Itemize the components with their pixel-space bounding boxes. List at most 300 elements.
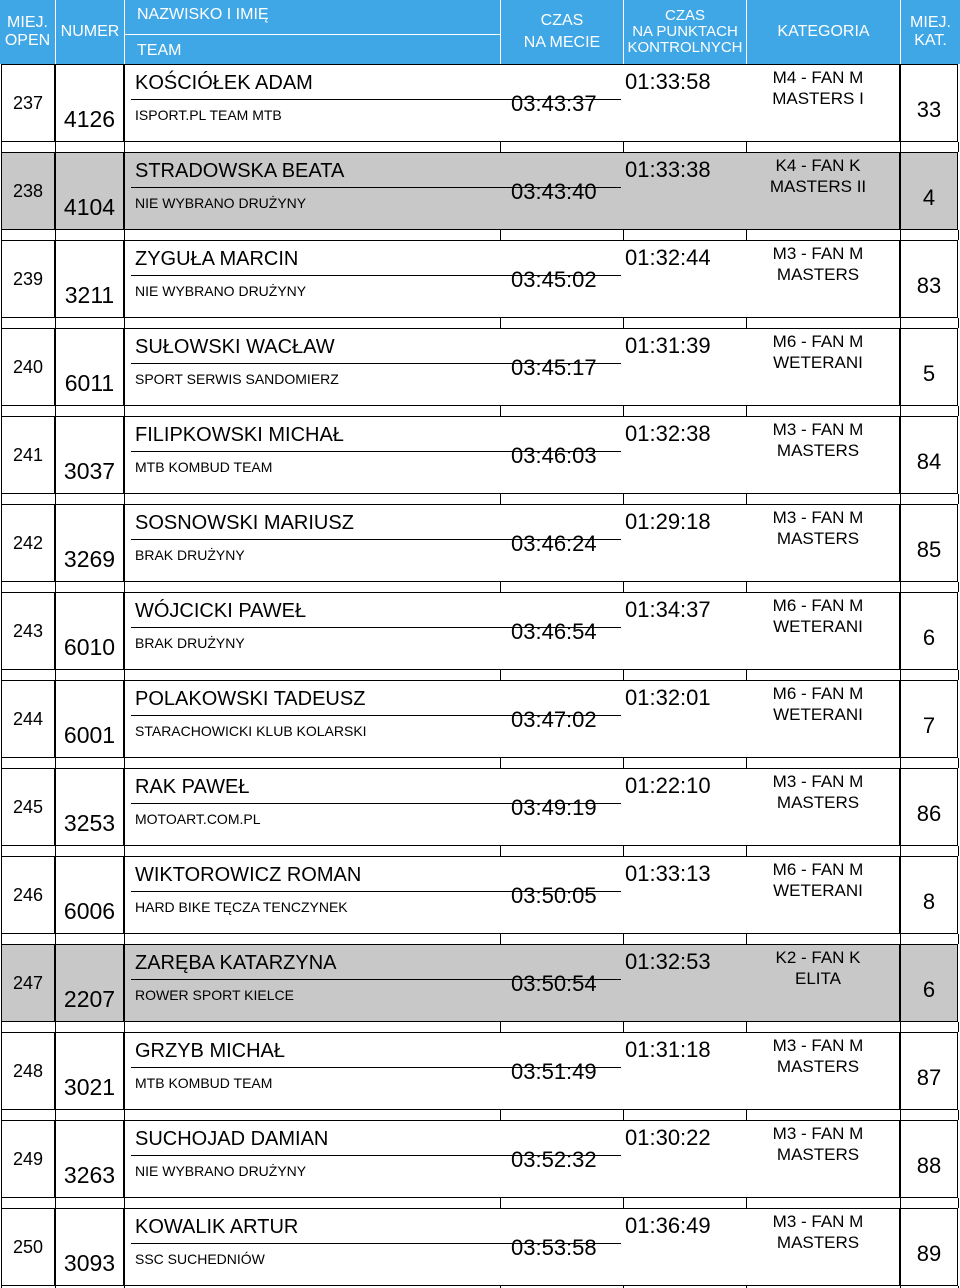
rider-team: SPORT SERWIS SANDOMIERZ <box>135 371 339 387</box>
category-place <box>900 152 958 230</box>
separator-tick <box>746 494 747 504</box>
separator-tick <box>124 230 125 240</box>
finish-time: 03:47:02 <box>511 707 597 732</box>
category-name: MASTERS <box>776 1057 860 1076</box>
separator-tick <box>623 406 624 416</box>
finish-time: 03:45:02 <box>511 267 597 292</box>
separator-tick <box>958 934 959 944</box>
separator-tick <box>746 318 747 328</box>
category-place-value: 33 <box>916 97 942 122</box>
bib-number-value: 4104 <box>63 194 116 220</box>
open-place-value: 246 <box>12 884 44 905</box>
separator-tick <box>958 1198 959 1208</box>
bib-number-value: 4126 <box>63 106 116 132</box>
separator-tick <box>958 1022 959 1032</box>
row-separator-ticks <box>0 230 960 240</box>
header-team-label: TEAM <box>137 42 182 59</box>
header-open-place <box>0 0 55 64</box>
separator-tick <box>900 1110 901 1120</box>
rider-name: STRADOWSKA BEATA <box>135 160 345 182</box>
category-code: K4 - FAN K <box>775 156 861 175</box>
open-place-value: 242 <box>12 532 44 553</box>
open-place <box>1 592 55 670</box>
header-checkpoint-time <box>624 0 746 64</box>
rider-name: GRZYB MICHAŁ <box>135 1040 286 1062</box>
checkpoint-time: 01:22:10 <box>625 773 711 798</box>
rider-name: ZYGUŁA MARCIN <box>135 248 299 270</box>
separator-tick <box>500 1022 501 1032</box>
checkpoint-time: 01:31:39 <box>625 333 711 358</box>
separator-tick <box>958 406 959 416</box>
separator-tick <box>1 1022 2 1032</box>
separator-tick <box>55 670 56 680</box>
separator-tick <box>1 846 2 856</box>
row-separator-ticks <box>0 670 960 680</box>
checkpoint-time: 01:32:44 <box>625 245 711 270</box>
separator-tick <box>500 142 501 152</box>
separator-tick <box>623 846 624 856</box>
open-place-value: 240 <box>12 356 44 377</box>
separator-tick <box>900 846 901 856</box>
separator-tick <box>746 1022 747 1032</box>
header-kat-line2: KAT. <box>914 32 947 49</box>
row-separator-ticks <box>0 1198 960 1208</box>
table-row <box>0 240 960 328</box>
category-name: MASTERS <box>776 1145 860 1164</box>
rider-info <box>124 592 900 670</box>
separator-tick <box>500 582 501 592</box>
category-place-value: 8 <box>922 889 936 914</box>
bib-number-value: 3021 <box>63 1074 116 1100</box>
header-divider <box>125 34 500 35</box>
separator-tick <box>900 1198 901 1208</box>
separator-tick <box>500 846 501 856</box>
open-place-value: 243 <box>12 620 44 641</box>
bib-number <box>55 768 124 846</box>
category-place-value: 86 <box>916 801 942 826</box>
bib-number <box>55 1120 124 1198</box>
category-name: MASTERS <box>776 441 860 460</box>
rider-info <box>124 504 900 582</box>
row-separator-ticks <box>0 318 960 328</box>
category-place <box>900 944 958 1022</box>
rider-team: HARD BIKE TĘCZA TENCZYNEK <box>135 899 348 915</box>
table-row <box>0 504 960 592</box>
category-place-value: 84 <box>916 449 942 474</box>
header-finish-line1: CZAS <box>540 12 584 29</box>
table-row <box>0 856 960 944</box>
separator-tick <box>500 1110 501 1120</box>
category-place <box>900 856 958 934</box>
open-place-value: 248 <box>12 1060 44 1081</box>
finish-time: 03:51:49 <box>511 1059 597 1084</box>
category-code: M3 - FAN M <box>772 420 864 439</box>
separator-tick <box>623 230 624 240</box>
separator-tick <box>124 1198 125 1208</box>
bib-number <box>55 944 124 1022</box>
row-separator-ticks <box>0 1110 960 1120</box>
table-row <box>0 152 960 240</box>
category-place-value: 6 <box>922 977 936 1002</box>
category-place-value: 6 <box>922 625 936 650</box>
rider-name: WIKTOROWICZ ROMAN <box>135 864 362 886</box>
header-checkpoint-line1: CZAS <box>664 7 705 24</box>
separator-tick <box>900 494 901 504</box>
open-place <box>1 240 55 318</box>
table-row <box>0 1208 960 1288</box>
bib-number-value: 3263 <box>63 1162 116 1188</box>
separator-tick <box>1 406 2 416</box>
bib-number-value: 3093 <box>63 1250 116 1276</box>
separator-tick <box>500 406 501 416</box>
separator-tick <box>55 1198 56 1208</box>
separator-tick <box>623 582 624 592</box>
separator-tick <box>55 494 56 504</box>
separator-tick <box>1 1110 2 1120</box>
separator-tick <box>958 318 959 328</box>
separator-tick <box>958 1110 959 1120</box>
open-place-value: 237 <box>12 92 44 113</box>
bib-number-value: 6006 <box>63 898 116 924</box>
category-place-value: 7 <box>922 713 936 738</box>
separator-tick <box>124 494 125 504</box>
rider-team: BRAK DRUŻYNY <box>135 547 245 563</box>
rider-name: KOWALIK ARTUR <box>135 1216 299 1238</box>
open-place-value: 249 <box>12 1148 44 1169</box>
separator-tick <box>746 230 747 240</box>
separator-tick <box>746 934 747 944</box>
rider-team: NIE WYBRANO DRUŻYNY <box>135 195 307 211</box>
bib-number <box>55 504 124 582</box>
header-open-line2: OPEN <box>4 32 51 49</box>
separator-tick <box>55 142 56 152</box>
bib-number <box>55 240 124 318</box>
rider-name: FILIPKOWSKI MICHAŁ <box>135 424 344 446</box>
category-place <box>900 680 958 758</box>
finish-time: 03:50:05 <box>511 883 597 908</box>
category-place <box>900 328 958 406</box>
separator-tick <box>500 230 501 240</box>
rider-team: ROWER SPORT KIELCE <box>135 987 294 1003</box>
category-name: MASTERS <box>776 793 860 812</box>
table-row <box>0 1120 960 1208</box>
separator-tick <box>746 582 747 592</box>
category-place-value: 88 <box>916 1153 942 1178</box>
header-name-team <box>125 0 500 64</box>
rider-team: NIE WYBRANO DRUŻYNY <box>135 283 307 299</box>
category-name: ELITA <box>795 969 841 988</box>
row-separator-ticks <box>0 934 960 944</box>
table-row <box>0 328 960 416</box>
separator-tick <box>124 142 125 152</box>
category-code: M3 - FAN M <box>772 1124 864 1143</box>
rider-name: SOSNOWSKI MARIUSZ <box>135 512 354 534</box>
separator-tick <box>500 1198 501 1208</box>
separator-tick <box>623 1022 624 1032</box>
checkpoint-time: 01:33:58 <box>625 69 711 94</box>
bib-number-value: 3253 <box>63 810 116 836</box>
finish-time: 03:46:54 <box>511 619 597 644</box>
category-name: MASTERS II <box>769 177 867 196</box>
separator-tick <box>500 758 501 768</box>
rider-info <box>124 768 900 846</box>
separator-tick <box>623 934 624 944</box>
header-category-label: KATEGORIA <box>777 23 870 40</box>
rider-team: MOTOART.COM.PL <box>135 811 261 827</box>
rider-info <box>124 680 900 758</box>
header-category <box>747 0 900 64</box>
separator-tick <box>1 142 2 152</box>
rider-name: SUŁOWSKI WACŁAW <box>135 336 335 358</box>
separator-tick <box>746 758 747 768</box>
checkpoint-time: 01:34:37 <box>625 597 711 622</box>
separator-tick <box>958 670 959 680</box>
checkpoint-time: 01:32:53 <box>625 949 711 974</box>
open-place <box>1 152 55 230</box>
category-name: WETERANI <box>773 353 863 372</box>
rider-name: KOŚCIÓŁEK ADAM <box>135 72 313 94</box>
checkpoint-time: 01:32:01 <box>625 685 711 710</box>
open-place <box>1 416 55 494</box>
separator-tick <box>746 670 747 680</box>
rider-team: STARACHOWICKI KLUB KOLARSKI <box>135 723 367 739</box>
rider-info <box>124 240 900 318</box>
separator-tick <box>1 758 2 768</box>
header-category-place <box>901 0 960 64</box>
table-row <box>0 768 960 856</box>
finish-time: 03:46:24 <box>511 531 597 556</box>
checkpoint-time: 01:30:22 <box>625 1125 711 1150</box>
category-name: WETERANI <box>773 881 863 900</box>
bib-number-value: 6001 <box>63 722 116 748</box>
rider-info <box>124 1208 900 1286</box>
bib-number-value: 6010 <box>63 634 116 660</box>
category-name: MASTERS <box>776 1233 860 1252</box>
separator-tick <box>900 758 901 768</box>
rider-name: SUCHOJAD DAMIAN <box>135 1128 329 1150</box>
table-row <box>0 64 960 152</box>
separator-tick <box>623 318 624 328</box>
finish-time: 03:43:37 <box>511 91 597 116</box>
separator-tick <box>958 494 959 504</box>
separator-tick <box>623 494 624 504</box>
separator-tick <box>124 758 125 768</box>
header-kat-line1: MIEJ. <box>910 14 951 31</box>
open-place <box>1 856 55 934</box>
bib-number-value: 3037 <box>63 458 116 484</box>
separator-tick <box>124 582 125 592</box>
open-place-value: 241 <box>12 444 44 465</box>
separator-tick <box>746 846 747 856</box>
bib-number <box>55 680 124 758</box>
table-header <box>0 0 960 64</box>
category-place-value: 5 <box>922 361 936 386</box>
separator-tick <box>124 670 125 680</box>
separator-tick <box>1 1198 2 1208</box>
checkpoint-time: 01:33:38 <box>625 157 711 182</box>
finish-time: 03:53:58 <box>511 1235 597 1260</box>
open-place <box>1 504 55 582</box>
separator-tick <box>1 318 2 328</box>
separator-tick <box>900 142 901 152</box>
bib-number <box>55 856 124 934</box>
separator-tick <box>1 934 2 944</box>
separator-tick <box>55 582 56 592</box>
separator-tick <box>1 670 2 680</box>
bib-number <box>55 152 124 230</box>
checkpoint-time: 01:32:38 <box>625 421 711 446</box>
separator-tick <box>900 670 901 680</box>
open-place <box>1 64 55 142</box>
separator-tick <box>958 230 959 240</box>
separator-tick <box>55 846 56 856</box>
category-code: M6 - FAN M <box>772 860 864 879</box>
separator-tick <box>1 494 2 504</box>
header-number <box>56 0 124 64</box>
separator-tick <box>124 1022 125 1032</box>
header-open-line1: MIEJ. <box>7 14 48 31</box>
category-place <box>900 1208 958 1286</box>
category-place <box>900 1032 958 1110</box>
separator-tick <box>900 230 901 240</box>
table-row <box>0 416 960 504</box>
open-place <box>1 328 55 406</box>
separator-tick <box>55 406 56 416</box>
rider-info <box>124 328 900 406</box>
separator-tick <box>900 406 901 416</box>
separator-tick <box>958 758 959 768</box>
separator-tick <box>958 846 959 856</box>
row-separator-ticks <box>0 494 960 504</box>
separator-tick <box>1 582 2 592</box>
bib-number <box>55 328 124 406</box>
header-finish-line2: NA MECIE <box>523 34 601 51</box>
row-separator-ticks <box>0 1022 960 1032</box>
finish-time: 03:45:17 <box>511 355 597 380</box>
category-place <box>900 504 958 582</box>
open-place-value: 244 <box>12 708 44 729</box>
separator-tick <box>500 494 501 504</box>
header-finish-time <box>501 0 623 64</box>
bib-number <box>55 64 124 142</box>
finish-time: 03:50:54 <box>511 971 597 996</box>
rider-team: BRAK DRUŻYNY <box>135 635 245 651</box>
separator-tick <box>55 1022 56 1032</box>
category-place-value: 89 <box>916 1241 942 1266</box>
category-name: WETERANI <box>773 705 863 724</box>
separator-tick <box>124 406 125 416</box>
table-row <box>0 592 960 680</box>
category-place-value: 4 <box>922 185 936 210</box>
rider-name: POLAKOWSKI TADEUSZ <box>135 688 366 710</box>
open-place <box>1 1032 55 1110</box>
checkpoint-time: 01:36:49 <box>625 1213 711 1238</box>
category-place-value: 83 <box>916 273 942 298</box>
rider-name: ZARĘBA KATARZYNA <box>135 952 337 974</box>
rider-info <box>124 944 900 1022</box>
table-row <box>0 680 960 768</box>
open-place-value: 250 <box>12 1236 44 1257</box>
rider-info <box>124 416 900 494</box>
bib-number-value: 6011 <box>64 370 115 396</box>
category-place <box>900 768 958 846</box>
category-place <box>900 592 958 670</box>
category-code: M6 - FAN M <box>772 684 864 703</box>
header-checkpoint-line2: NA PUNKTACH <box>632 23 738 40</box>
finish-time: 03:43:40 <box>511 179 597 204</box>
separator-tick <box>500 318 501 328</box>
separator-tick <box>124 318 125 328</box>
separator-tick <box>124 846 125 856</box>
category-code: M3 - FAN M <box>772 244 864 263</box>
separator-tick <box>55 230 56 240</box>
row-separator-ticks <box>0 406 960 416</box>
category-name: WETERANI <box>773 617 863 636</box>
category-code: M3 - FAN M <box>772 508 864 527</box>
rider-info <box>124 64 900 142</box>
category-code: M6 - FAN M <box>772 596 864 615</box>
separator-tick <box>958 582 959 592</box>
bib-number-value: 3211 <box>64 282 115 308</box>
separator-tick <box>623 758 624 768</box>
rider-info <box>124 152 900 230</box>
open-place-value: 247 <box>12 972 44 993</box>
separator-tick <box>746 1110 747 1120</box>
category-code: K2 - FAN K <box>775 948 861 967</box>
category-name: MASTERS I <box>772 89 864 108</box>
row-separator-ticks <box>0 758 960 768</box>
category-place <box>900 1120 958 1198</box>
rider-info <box>124 856 900 934</box>
separator-tick <box>958 142 959 152</box>
category-code: M3 - FAN M <box>772 1212 864 1231</box>
table-row <box>0 1032 960 1120</box>
separator-tick <box>55 318 56 328</box>
category-place <box>900 64 958 142</box>
open-place <box>1 944 55 1022</box>
separator-tick <box>746 406 747 416</box>
separator-tick <box>500 670 501 680</box>
header-name-label: NAZWISKO I IMIĘ <box>137 6 269 23</box>
separator-tick <box>500 934 501 944</box>
separator-tick <box>1 230 2 240</box>
row-separator-ticks <box>0 846 960 856</box>
checkpoint-time: 01:29:18 <box>625 509 711 534</box>
rider-team: SSC SUCHEDNIÓW <box>135 1251 265 1267</box>
checkpoint-time: 01:33:13 <box>625 861 711 886</box>
rider-info <box>124 1120 900 1198</box>
open-place <box>1 1120 55 1198</box>
category-code: M6 - FAN M <box>772 332 864 351</box>
separator-tick <box>900 318 901 328</box>
category-name: MASTERS <box>776 265 860 284</box>
separator-tick <box>124 1110 125 1120</box>
finish-time: 03:49:19 <box>511 795 597 820</box>
separator-tick <box>746 142 747 152</box>
checkpoint-time: 01:31:18 <box>625 1037 711 1062</box>
rider-name: WÓJCICKI PAWEŁ <box>135 600 307 622</box>
separator-tick <box>623 1110 624 1120</box>
open-place-value: 245 <box>12 796 44 817</box>
bib-number-value: 3269 <box>63 546 116 572</box>
separator-tick <box>55 934 56 944</box>
category-name: MASTERS <box>776 529 860 548</box>
category-place-value: 85 <box>916 537 942 562</box>
rider-team: MTB KOMBUD TEAM <box>135 459 273 475</box>
category-place <box>900 416 958 494</box>
category-place-value: 87 <box>916 1065 942 1090</box>
separator-tick <box>623 1198 624 1208</box>
